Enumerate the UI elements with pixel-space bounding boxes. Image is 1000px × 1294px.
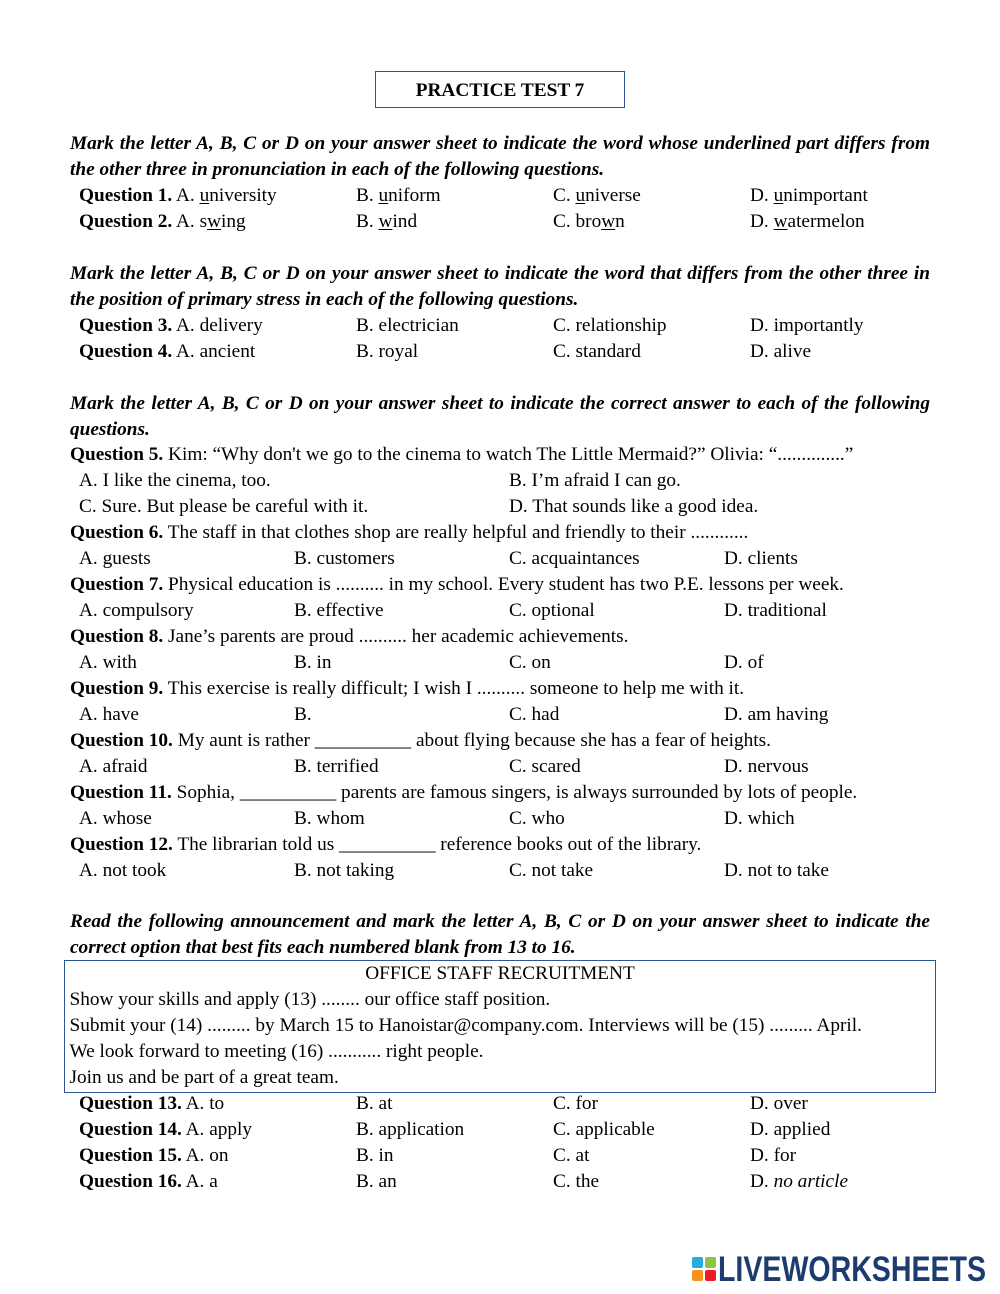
option-letter: C. [553, 341, 571, 362]
logo-block [692, 1270, 703, 1281]
option-letter: A. [185, 1093, 205, 1114]
question-1-option-c [553, 183, 641, 209]
question-16-option-d [750, 1169, 848, 1195]
option-letter: B. [356, 341, 374, 362]
question-4-option-c [553, 339, 641, 365]
question-9-option-d [724, 702, 828, 728]
option-text: electrician [378, 315, 459, 336]
question-2-option-d [750, 209, 865, 235]
question-1-first-column [79, 183, 277, 209]
option-letter: D. [750, 1119, 769, 1140]
option-text: have [102, 704, 139, 725]
option-text: scared [531, 756, 581, 777]
option-letter: A. [79, 808, 98, 829]
option-letter: C. [509, 756, 527, 777]
option-letter: A. [79, 704, 98, 725]
question-16-option-b [356, 1169, 397, 1195]
question-5-options-row-2 [0, 494, 1000, 520]
option-letter: B. [294, 860, 312, 881]
question-2-option-b [356, 209, 417, 235]
logo-block [705, 1270, 716, 1281]
option-letter: C. [509, 860, 527, 881]
question-11-options [0, 806, 1000, 832]
word-rest: niverse [585, 185, 641, 206]
question-label: Question 3. [79, 315, 173, 336]
option-text: guests [102, 548, 151, 569]
option-letter: D. [509, 496, 528, 517]
question-label: Question 13. [79, 1093, 182, 1114]
question-11-prompt [70, 780, 970, 806]
question-3-option-d [750, 313, 864, 339]
question-8-option-b [294, 650, 332, 676]
question-8-option-a [79, 650, 137, 676]
option-text: a [209, 1171, 218, 1192]
question-1-option-d [750, 183, 868, 209]
question-2-first-column [79, 209, 246, 235]
option-text: whose [102, 808, 152, 829]
question-13-first-column [79, 1091, 224, 1117]
page-title: PRACTICE TEST 7 [375, 71, 625, 108]
option-text: over [773, 1093, 808, 1114]
question-13-option-c [553, 1091, 598, 1117]
logo-block [692, 1257, 703, 1268]
option-text: an [378, 1171, 397, 1192]
question-label: Question 1. [79, 185, 173, 206]
option-text: of [747, 652, 764, 673]
question-4-option-a [176, 341, 255, 362]
question-14-option-a [186, 1119, 252, 1140]
question-4-option-b [356, 339, 418, 365]
underlined-part: w [378, 211, 393, 232]
option-text: I like the cinema, too. [102, 470, 271, 491]
question-10-options [0, 754, 1000, 780]
question-2-option-c [553, 209, 625, 235]
option-text: nervous [747, 756, 809, 777]
question-3-option-b [356, 313, 459, 339]
question-12-prompt [70, 832, 970, 858]
underlined-part: u [378, 185, 389, 206]
question-label: Question 11. [70, 782, 172, 803]
announcement-line: Show your skills and apply (13) ........ our office staff position. [69, 989, 551, 1010]
question-text: Physical education is .......... in my school. Every student has two P.E. lessons per week. [168, 574, 844, 595]
option-letter: B. [356, 1145, 374, 1166]
question-5-option-c [79, 494, 368, 520]
question-11-option-d [724, 806, 795, 832]
question-13 [0, 1091, 1000, 1117]
question-11-option-b [294, 806, 365, 832]
option-text: not taking [316, 860, 395, 881]
announcement-line: We look forward to meeting (16) ........... right people. [69, 1041, 484, 1062]
question-12-option-b [294, 858, 394, 884]
question-label: Question 8. [70, 626, 164, 647]
question-13-option-d [750, 1091, 808, 1117]
option-letter: C. [553, 315, 571, 336]
option-text: ancient [199, 341, 256, 362]
question-1-option-a [176, 185, 277, 206]
option-letter: C. [509, 600, 527, 621]
option-letter: C. [553, 1093, 571, 1114]
question-15-option-b [356, 1143, 394, 1169]
question-1-option-b [356, 183, 441, 209]
option-text: afraid [102, 756, 148, 777]
question-8-option-d [724, 650, 764, 676]
question-16-first-column [79, 1169, 218, 1195]
word-rest: atermelon [787, 211, 865, 232]
option-text: royal [378, 341, 419, 362]
question-4 [0, 339, 1000, 365]
option-letter: D. [724, 860, 743, 881]
question-label: Question 15. [79, 1145, 182, 1166]
question-text: Kim: “Why don't we go to the cinema to watch The Little Mermaid?” Olivia: “..............” [168, 444, 854, 465]
question-9-prompt [70, 676, 970, 702]
question-3 [0, 313, 1000, 339]
question-15-option-d [750, 1143, 796, 1169]
question-11-option-c [509, 806, 565, 832]
option-letter: A. [79, 652, 98, 673]
question-10-prompt [70, 728, 970, 754]
question-15 [0, 1143, 1000, 1169]
question-6-options [0, 546, 1000, 572]
question-7-option-b [294, 598, 384, 624]
question-9-option-c [509, 702, 559, 728]
option-letter: B. [356, 1093, 374, 1114]
word-start: s [199, 211, 208, 232]
question-9-option-b [294, 702, 312, 728]
question-7-options [0, 598, 1000, 624]
option-text: applied [773, 1119, 831, 1140]
option-letter: A. [175, 315, 195, 336]
announcement-line: Join us and be part of a great team. [69, 1067, 339, 1088]
instruction-grammar: Mark the letter A, B, C or D on your answer sheet to indicate the correct answer to each of the following questions. [70, 393, 930, 440]
option-letter: B. [356, 211, 374, 232]
question-10-option-d [724, 754, 809, 780]
word-rest: niform [388, 185, 441, 206]
question-8-option-c [509, 650, 551, 676]
question-11-option-a [79, 806, 152, 832]
question-6-option-b [294, 546, 395, 572]
option-text: compulsory [102, 600, 194, 621]
question-5-option-a [79, 468, 271, 494]
option-letter: C. [553, 211, 571, 232]
logo-block [705, 1257, 716, 1268]
question-12-option-a [79, 858, 166, 884]
option-text: apply [209, 1119, 253, 1140]
announcement-heading: OFFICE STAFF RECRUITMENT [365, 963, 635, 984]
question-10-option-a [79, 754, 148, 780]
question-7-option-d [724, 598, 827, 624]
option-letter: D. [724, 808, 743, 829]
option-text: terrified [316, 756, 379, 777]
question-label: Question 14. [79, 1119, 182, 1140]
option-text: not to take [747, 860, 829, 881]
question-5-option-b [509, 468, 681, 494]
logo-wordmark [718, 1254, 988, 1286]
option-text: alive [773, 341, 812, 362]
option-text: applicable [575, 1119, 655, 1140]
word-rest: ing [221, 211, 246, 232]
option-letter: C. [509, 548, 527, 569]
option-letter: A. [79, 756, 98, 777]
option-text: for [773, 1145, 797, 1166]
option-letter: A. [185, 1119, 205, 1140]
question-5-options-row-1 [0, 468, 1000, 494]
option-text: Sure. But please be careful with it. [101, 496, 369, 517]
option-text: clients [747, 548, 798, 569]
question-15-option-c [553, 1143, 589, 1169]
question-15-option-a [186, 1145, 229, 1166]
question-label: Question 6. [70, 522, 164, 543]
option-letter: A. [175, 185, 195, 206]
question-label: Question 16. [79, 1171, 182, 1192]
option-text: delivery [199, 315, 263, 336]
option-letter: A. [175, 211, 195, 232]
option-letter: C. [553, 185, 571, 206]
option-letter: D. [724, 652, 743, 673]
question-label: Question 2. [79, 211, 173, 232]
option-letter: A. [79, 470, 98, 491]
question-12-option-c [509, 858, 593, 884]
question-8-options [0, 650, 1000, 676]
option-letter: D. [750, 211, 769, 232]
underlined-part: u [199, 185, 210, 206]
question-7-option-c [509, 598, 595, 624]
option-letter: C. [79, 496, 97, 517]
option-letter: D. [724, 600, 743, 621]
option-letter: A. [185, 1171, 205, 1192]
option-text: who [531, 808, 565, 829]
option-letter: B. [294, 652, 312, 673]
option-letter: C. [553, 1145, 571, 1166]
option-letter: B. [294, 808, 312, 829]
option-text: no article [773, 1171, 849, 1192]
option-text: had [531, 704, 560, 725]
option-text: on [209, 1145, 229, 1166]
option-text: application [378, 1119, 465, 1140]
option-letter: C. [509, 652, 527, 673]
option-text: importantly [773, 315, 864, 336]
option-text: I’m afraid I can go. [531, 470, 681, 491]
question-8-prompt [70, 624, 970, 650]
option-letter: A. [175, 341, 195, 362]
option-text: acquaintances [531, 548, 640, 569]
option-letter: B. [356, 1171, 374, 1192]
option-letter: B. [294, 704, 312, 725]
question-label: Question 9. [70, 678, 164, 699]
question-1 [0, 183, 1000, 209]
option-letter: D. [750, 185, 769, 206]
option-letter: D. [724, 548, 743, 569]
question-6-prompt [70, 520, 970, 546]
option-text: standard [575, 341, 641, 362]
option-text: at [575, 1145, 590, 1166]
word-rest: niversity [209, 185, 277, 206]
liveworksheets-logo[interactable] [692, 1254, 990, 1286]
question-6-option-d [724, 546, 798, 572]
option-text: effective [316, 600, 384, 621]
option-letter: A. [185, 1145, 205, 1166]
question-text: The staff in that clothes shop are really helpful and friendly to their ............ [167, 522, 749, 543]
underlined-part: w [207, 211, 222, 232]
option-letter: C. [553, 1119, 571, 1140]
announcement-line: Submit your (14) ......... by March 15 to Hanoistar@company.com. Interviews will be (15) ......... April. [69, 1015, 862, 1036]
question-3-option-a [176, 315, 263, 336]
question-10-option-c [509, 754, 581, 780]
question-text: The librarian told us __________ reference books out of the library. [177, 834, 702, 855]
question-9-option-a [79, 702, 139, 728]
option-text: am having [747, 704, 829, 725]
option-letter: A. [79, 548, 98, 569]
word-start: bro [575, 211, 602, 232]
option-letter: B. [356, 185, 374, 206]
instruction-stress: Mark the letter A, B, C or D on your answer sheet to indicate the word that differs from the other three in the position of primary stress in each of the following questions. [70, 263, 930, 310]
question-16-option-a [186, 1171, 218, 1192]
option-text: in [316, 652, 332, 673]
question-9-options [0, 702, 1000, 728]
question-6-option-c [509, 546, 640, 572]
option-text: not took [102, 860, 167, 881]
underlined-part: w [601, 211, 616, 232]
question-7-option-a [79, 598, 194, 624]
word-rest: n [615, 211, 625, 232]
option-text: in [378, 1145, 394, 1166]
question-16-option-c [553, 1169, 599, 1195]
question-text: This exercise is really difficult; I wish I .......... someone to help me with it. [167, 678, 745, 699]
question-text: Sophia, __________ parents are famous singers, is always surrounded by lots of people. [176, 782, 858, 803]
option-text: for [575, 1093, 598, 1114]
option-letter: D. [750, 1171, 769, 1192]
question-12-options [0, 858, 1000, 884]
option-text: which [747, 808, 795, 829]
question-4-option-d [750, 339, 811, 365]
option-letter: B. [356, 315, 374, 336]
question-14-option-b [356, 1117, 464, 1143]
word-rest: nimportant [783, 185, 868, 206]
instruction-pronunciation: Mark the letter A, B, C or D on your answer sheet to indicate the word whose underlined part differs from the other three in pronunciation in each of the following questions. [70, 133, 930, 180]
option-text: whom [316, 808, 365, 829]
option-letter: D. [750, 1145, 769, 1166]
question-3-first-column [79, 313, 263, 339]
question-13-option-b [356, 1091, 392, 1117]
question-5-option-d [509, 494, 758, 520]
instruction-reading: Read the following announcement and mark the letter A, B, C or D on your answer sheet to indicate the correct option that best fits each numbered blank from 13 to 16. [70, 911, 930, 958]
question-label: Question 7. [70, 574, 164, 595]
option-letter: D. [724, 756, 743, 777]
question-label: Question 10. [70, 730, 173, 751]
question-label: Question 12. [70, 834, 173, 855]
option-text: optional [531, 600, 595, 621]
option-letter: D. [750, 315, 769, 336]
option-letter: D. [750, 341, 769, 362]
underlined-part: u [575, 185, 586, 206]
option-letter: B. [294, 600, 312, 621]
option-text: the [575, 1171, 600, 1192]
option-text: That sounds like a good idea. [532, 496, 759, 517]
question-text: My aunt is rather __________ about flying because she has a fear of heights. [177, 730, 771, 751]
option-text: at [378, 1093, 393, 1114]
option-text: relationship [575, 315, 667, 336]
word-rest: ind [392, 211, 418, 232]
option-text: not take [531, 860, 594, 881]
question-2-option-a [176, 211, 246, 232]
question-14 [0, 1117, 1000, 1143]
option-letter: D. [724, 704, 743, 725]
question-label: Question 5. [70, 444, 164, 465]
question-4-first-column [79, 339, 255, 365]
announcement-box [64, 960, 936, 1093]
option-letter: A. [79, 860, 98, 881]
option-text: with [102, 652, 137, 673]
question-14-first-column [79, 1117, 252, 1143]
question-14-option-d [750, 1117, 830, 1143]
underlined-part: w [773, 211, 788, 232]
logo-text: LIVEWORKSHEETS [718, 1254, 986, 1286]
option-letter: B. [356, 1119, 374, 1140]
option-letter: B. [294, 756, 312, 777]
question-14-option-c [553, 1117, 655, 1143]
liveworksheets-logo-icon [692, 1257, 716, 1281]
option-letter: C. [553, 1171, 571, 1192]
question-5-prompt [70, 442, 970, 468]
option-letter: C. [509, 704, 527, 725]
question-6-option-a [79, 546, 151, 572]
question-3-option-c [553, 313, 667, 339]
question-text: Jane’s parents are proud .......... her academic achievements. [168, 626, 629, 647]
question-label: Question 4. [79, 341, 173, 362]
question-15-first-column [79, 1143, 228, 1169]
question-2 [0, 209, 1000, 235]
option-text: customers [316, 548, 395, 569]
question-10-option-b [294, 754, 379, 780]
question-12-option-d [724, 858, 829, 884]
underlined-part: u [773, 185, 784, 206]
option-letter: B. [509, 470, 527, 491]
option-text: traditional [747, 600, 827, 621]
option-letter: A. [79, 600, 98, 621]
question-16 [0, 1169, 1000, 1195]
option-letter: C. [509, 808, 527, 829]
option-letter: B. [294, 548, 312, 569]
option-letter: D. [750, 1093, 769, 1114]
question-13-option-a [186, 1093, 225, 1114]
question-7-prompt [70, 572, 970, 598]
option-text: on [531, 652, 551, 673]
option-text: to [209, 1093, 225, 1114]
